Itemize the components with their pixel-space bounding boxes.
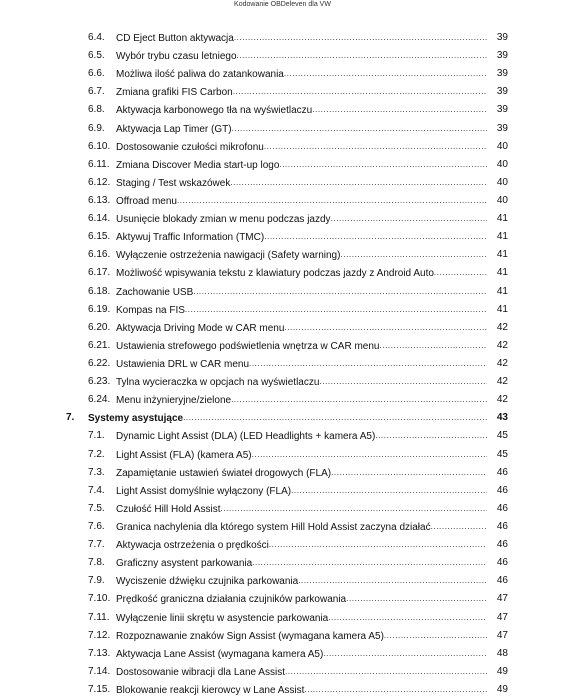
- toc-entry-title[interactable]: Graficzny asystent parkowania: [116, 558, 253, 570]
- toc-entry-title[interactable]: Zmiana grafiki FIS Carbon: [116, 87, 233, 99]
- toc-entry-number: 6.16.: [88, 249, 111, 261]
- toc-entry-leader: [116, 249, 487, 262]
- toc-entry-title[interactable]: Tylna wycieraczka w opcjach na wyświetlaczu: [116, 377, 320, 389]
- toc-entry-number: 7.3.: [88, 466, 105, 478]
- toc-entry-leader: [116, 358, 487, 371]
- toc-entry-title[interactable]: Aktywacja ostrzeżenia o prędkości: [116, 540, 269, 552]
- toc-entry-title[interactable]: Dostosowanie wibracji dla Lane Assist: [116, 666, 285, 678]
- toc-entry-leader: [116, 557, 487, 570]
- toc-entry-title[interactable]: Zapamiętanie ustawień świateł drogowych (FLA): [116, 467, 332, 479]
- toc-entry-leader: [116, 630, 487, 643]
- toc-entry[interactable]: [0, 83, 565, 101]
- toc-entry-title[interactable]: Blokowanie reakcji kierowcy w Lane Assist: [116, 684, 305, 696]
- toc-entry-page[interactable]: 46: [496, 557, 508, 569]
- toc-entry[interactable]: [0, 446, 565, 464]
- toc-entry-title[interactable]: Staging / Test wskazówek: [116, 177, 231, 189]
- toc-entry-leader: [116, 104, 487, 117]
- toc-entry-page[interactable]: 42: [496, 339, 508, 351]
- toc-entry-title[interactable]: Offroad menu: [116, 195, 177, 207]
- table-of-contents: [0, 29, 565, 699]
- toc-entry[interactable]: [0, 319, 565, 337]
- toc-entry-page[interactable]: 39: [496, 104, 508, 116]
- toc-entry-page[interactable]: 46: [496, 484, 508, 496]
- toc-entry[interactable]: [0, 192, 565, 210]
- toc-entry[interactable]: [0, 681, 565, 699]
- toc-entry-leader: [116, 68, 487, 81]
- toc-entry[interactable]: [0, 482, 565, 500]
- toc-entry-page[interactable]: 46: [496, 502, 508, 514]
- toc-entry-number: 6.11.: [88, 158, 110, 170]
- toc-entry-page[interactable]: 41: [496, 213, 508, 225]
- toc-entry-title[interactable]: CD Eject Button aktywacja: [116, 33, 234, 44]
- toc-entry-leader: [116, 394, 487, 407]
- toc-entry-number: 6.9.: [88, 122, 105, 134]
- toc-entry-page[interactable]: 39: [496, 32, 508, 43]
- toc-entry[interactable]: [0, 464, 565, 482]
- toc-entry-title[interactable]: Możliwa ilość paliwa do zatankowania: [116, 69, 284, 81]
- toc-entry-title[interactable]: Rozpoznawanie znaków Sign Assist (wymagana kamera A5): [116, 630, 384, 642]
- toc-entry-number: 7.11.: [88, 611, 110, 623]
- toc-entry-leader: [116, 86, 487, 99]
- toc-entry[interactable]: [0, 101, 565, 119]
- toc-entry[interactable]: [0, 283, 565, 301]
- toc-entry[interactable]: [0, 264, 565, 282]
- toc-entry-page[interactable]: 45: [496, 448, 508, 460]
- toc-entry-title[interactable]: Ustawienia strefowego podświetlenia wnętrza w CAR menu: [116, 340, 380, 352]
- toc-entry-number: 7.13.: [88, 647, 111, 659]
- toc-entry-title[interactable]: Aktywacja Driving Mode w CAR menu: [116, 322, 285, 334]
- toc-entry[interactable]: [0, 609, 565, 627]
- toc-entry-number: 7.6.: [88, 520, 105, 532]
- toc-entry-title[interactable]: Granica nachylenia dla którego system Hill Hold Assist zaczyna działać: [116, 521, 431, 533]
- toc-entry-page[interactable]: 42: [496, 376, 508, 388]
- toc-entry-title[interactable]: Light Assist (FLA) (kamera A5): [116, 449, 252, 461]
- toc-entry-page[interactable]: 40: [496, 140, 508, 152]
- toc-entry-title[interactable]: Wyciszenie dźwięku czujnika parkowania: [116, 576, 299, 588]
- toc-entry-leader: [116, 684, 487, 697]
- toc-entry-leader: [116, 430, 487, 443]
- toc-entry-title[interactable]: Aktywacja karbonowego tła na wyświetlaczu: [116, 105, 313, 117]
- toc-entry-number: 6.21.: [88, 339, 111, 351]
- toc-entry[interactable]: [0, 627, 565, 645]
- toc-entry-title[interactable]: Możliwość wpisywania tekstu z klawiatury podczas jazdy z Android Auto: [116, 268, 434, 280]
- toc-entry-title[interactable]: Aktywuj Traffic Information (TMC): [116, 232, 265, 244]
- toc-entry-page[interactable]: 40: [496, 176, 508, 188]
- toc-entry-leader: [116, 123, 487, 136]
- toc-entry-title[interactable]: Aktywacja Lane Assist (wymagana kamera A5): [116, 648, 324, 660]
- toc-entry-leader: [116, 231, 487, 244]
- toc-entry-page[interactable]: 40: [496, 158, 508, 170]
- toc-entry[interactable]: [0, 355, 565, 373]
- toc-entry-leader: [116, 376, 487, 389]
- toc-entry-number: 6.6.: [88, 68, 105, 80]
- toc-entry[interactable]: [0, 572, 565, 590]
- toc-entry-title[interactable]: Dynamic Light Assist (DLA) (LED Headlights + kamera A5): [116, 431, 376, 443]
- toc-entry[interactable]: [0, 210, 565, 228]
- toc-entry-leader: [116, 267, 487, 280]
- toc-entry-number: 7.: [66, 412, 75, 424]
- toc-entry-number: 6.5.: [88, 50, 105, 62]
- toc-entry-title[interactable]: Wyłączenie linii skrętu w asystencie parkowania: [116, 612, 329, 624]
- toc-entry-number: 7.15.: [88, 683, 111, 695]
- toc-entry-leader: [116, 213, 487, 226]
- toc-entry-number: 6.15.: [88, 231, 111, 243]
- toc-entry-page[interactable]: 41: [496, 303, 508, 315]
- toc-entry-leader: [116, 485, 487, 498]
- toc-entry[interactable]: [0, 554, 565, 572]
- toc-entry[interactable]: [0, 156, 565, 174]
- toc-entry-page[interactable]: 41: [496, 231, 508, 243]
- toc-entry-number: 6.4.: [88, 32, 105, 43]
- toc-entry-title[interactable]: Systemy asystujące: [88, 413, 184, 425]
- toc-entry-leader: [116, 666, 487, 679]
- toc-entry-number: 7.9.: [88, 575, 105, 587]
- toc-entry-number: 6.17.: [88, 267, 111, 279]
- toc-entry-leader: [116, 648, 487, 661]
- toc-entry-page[interactable]: 39: [496, 122, 508, 134]
- toc-entry-leader: [116, 612, 487, 625]
- toc-entry-number: 6.19.: [88, 303, 111, 315]
- toc-entry[interactable]: [0, 645, 565, 663]
- toc-entry-leader: [116, 50, 487, 63]
- toc-entry-page[interactable]: 49: [496, 683, 508, 695]
- toc-entry-page[interactable]: 42: [496, 321, 508, 333]
- toc-entry-leader: [116, 141, 487, 154]
- toc-entry-page[interactable]: 46: [496, 539, 508, 551]
- toc-entry-title[interactable]: Aktywacja Lap Timer (GT): [116, 123, 232, 135]
- toc-entry-title[interactable]: Wybór trybu czasu letniego: [116, 51, 237, 63]
- toc-entry-page[interactable]: 46: [496, 466, 508, 478]
- toc-entry[interactable]: [0, 65, 565, 83]
- toc-entry-page[interactable]: 40: [496, 194, 508, 206]
- toc-entry-number: 7.5.: [88, 502, 105, 514]
- toc-entry-title[interactable]: Usunięcie blokady zmian w menu podczas jazdy: [116, 214, 331, 226]
- toc-entry[interactable]: [0, 120, 565, 138]
- toc-entry-leader: [116, 177, 487, 190]
- toc-entry[interactable]: [0, 536, 565, 554]
- toc-entry[interactable]: [0, 174, 565, 192]
- toc-entry-page[interactable]: 47: [496, 629, 508, 641]
- toc-entry[interactable]: [0, 228, 565, 246]
- toc-entry[interactable]: [0, 301, 565, 319]
- toc-entry-number: 7.12.: [88, 629, 111, 641]
- toc-entry[interactable]: [0, 391, 565, 409]
- toc-entry[interactable]: [0, 663, 565, 681]
- toc-entry-page[interactable]: 49: [496, 665, 508, 677]
- toc-entry-number: 6.24.: [88, 394, 111, 406]
- toc-entry-leader: [116, 304, 487, 317]
- toc-entry-number: 6.8.: [88, 104, 105, 116]
- toc-entry[interactable]: [0, 138, 565, 156]
- toc-entry-title[interactable]: Dostosowanie czułości mikrofonu: [116, 141, 264, 153]
- toc-entry-page[interactable]: 41: [496, 285, 508, 297]
- toc-entry-title[interactable]: Menu inżynieryjne/zielone: [116, 395, 232, 407]
- toc-entry-page[interactable]: 41: [496, 249, 508, 261]
- toc-entry-title[interactable]: Kompas na FIS: [116, 304, 185, 316]
- toc-entry-leader: [116, 159, 487, 172]
- toc-entry-number: 7.1.: [88, 430, 105, 442]
- toc-entry-leader: [116, 593, 487, 606]
- toc-entry-page[interactable]: 41: [496, 267, 508, 279]
- toc-entry-leader: [116, 539, 487, 552]
- toc-entry-title[interactable]: Wyłączenie ostrzeżenia nawigacji (Safety warning): [116, 250, 341, 262]
- toc-entry-page[interactable]: 42: [496, 357, 508, 369]
- toc-entry-leader: [116, 449, 487, 462]
- toc-entry-number: 6.13.: [88, 194, 111, 206]
- toc-entry-leader: [116, 286, 487, 299]
- toc-entry-page[interactable]: 47: [496, 611, 508, 623]
- toc-entry-page[interactable]: 42: [496, 394, 508, 406]
- toc-entry-leader: [116, 467, 487, 480]
- toc-entry-number: 6.7.: [88, 86, 105, 98]
- toc-entry-page[interactable]: 43: [496, 412, 508, 424]
- toc-entry-title[interactable]: Czułość Hill Hold Assist: [116, 503, 221, 515]
- toc-entry-title[interactable]: Light Assist domyślnie wyłączony (FLA): [116, 485, 292, 497]
- toc-entry-number: 6.23.: [88, 376, 111, 388]
- toc-entry-leader: [116, 575, 487, 588]
- toc-entry-title[interactable]: Ustawienia DRL w CAR menu: [116, 358, 250, 370]
- toc-entry-page[interactable]: 48: [496, 647, 508, 659]
- toc-entry-number: 7.2.: [88, 448, 105, 460]
- toc-entry-number: 7.14.: [88, 665, 111, 677]
- toc-entry-number: 7.7.: [88, 539, 105, 551]
- toc-entry-page[interactable]: 45: [496, 430, 508, 442]
- toc-entry[interactable]: [0, 29, 565, 47]
- toc-entry[interactable]: [0, 500, 565, 518]
- toc-entry-number: 6.22.: [88, 357, 111, 369]
- toc-entry-leader: [116, 521, 487, 534]
- toc-entry-number: 6.10.: [88, 140, 111, 152]
- toc-entry[interactable]: [0, 373, 565, 391]
- toc-entry-number: 6.20.: [88, 321, 111, 333]
- toc-entry-number: 6.14.: [88, 213, 111, 225]
- toc-entry-number: 7.10.: [88, 593, 111, 605]
- toc-entry-page[interactable]: 39: [496, 86, 508, 98]
- toc-entry-number: 6.12.: [88, 176, 111, 188]
- toc-entry[interactable]: [0, 246, 565, 264]
- toc-entry-leader: [88, 412, 487, 425]
- toc-entry-number: 6.18.: [88, 285, 111, 297]
- toc-entry-number: 7.8.: [88, 557, 105, 569]
- toc-entry-leader: [116, 340, 487, 353]
- toc-entry-title[interactable]: Prędkość graniczna działania czujników parkowania: [116, 594, 347, 606]
- toc-entry[interactable]: [0, 427, 565, 445]
- toc-entry-leader: [116, 322, 487, 335]
- toc-entry-number: 7.4.: [88, 484, 105, 496]
- toc-entry-page[interactable]: 46: [496, 520, 508, 532]
- toc-entry-leader: [116, 503, 487, 516]
- toc-entry-page[interactable]: 39: [496, 50, 508, 62]
- toc-entry-title[interactable]: Zmiana Discover Media start-up logo: [116, 159, 280, 171]
- page-header: Kodowanie OBDeleven dla VW: [234, 1, 331, 8]
- toc-entry-leader: [116, 195, 487, 208]
- toc-entry-leader: [116, 32, 487, 45]
- toc-entry-title[interactable]: Zachowanie USB: [116, 286, 194, 298]
- toc-entry-page[interactable]: 47: [496, 593, 508, 605]
- toc-entry-page[interactable]: 46: [496, 575, 508, 587]
- toc-entry[interactable]: [0, 47, 565, 65]
- toc-entry[interactable]: [0, 590, 565, 608]
- toc-entry-page[interactable]: 39: [496, 68, 508, 80]
- toc-chapter-entry[interactable]: [0, 409, 565, 427]
- toc-entry[interactable]: [0, 337, 565, 355]
- toc-entry[interactable]: [0, 518, 565, 536]
